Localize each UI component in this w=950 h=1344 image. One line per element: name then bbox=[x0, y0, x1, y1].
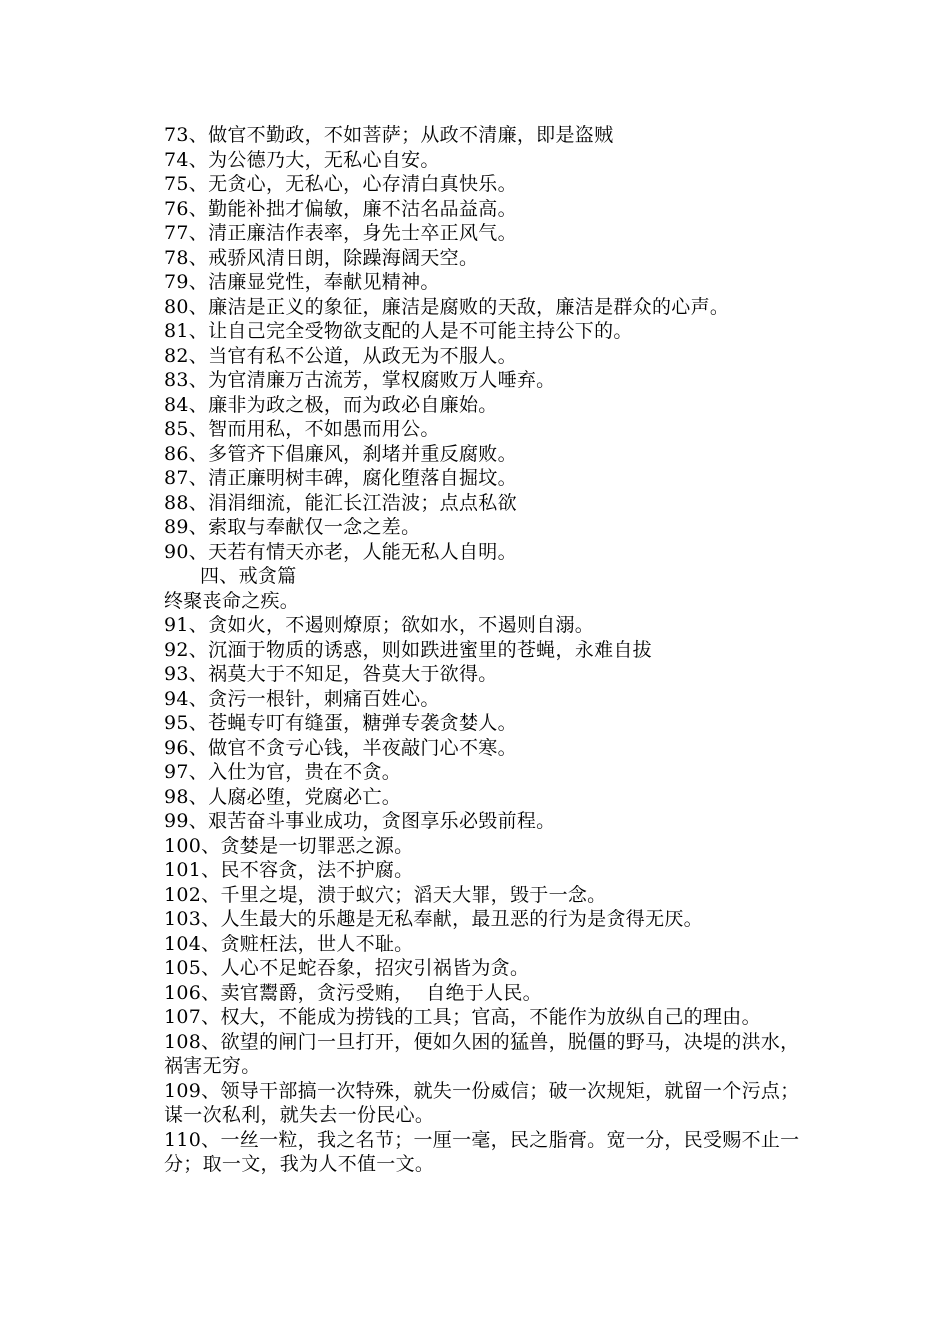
text-line: 86、多管齐下倡廉风，刹堵并重反腐败。 bbox=[164, 442, 517, 465]
text-line: 82、当官有私不公道，从政无为不服人。 bbox=[164, 344, 517, 367]
text-line: 107、权大，不能成为捞钱的工具；官高，不能作为放纵自己的理由。 bbox=[164, 1006, 761, 1028]
text-line: 105、人心不足蛇吞象，招灾引祸皆为贪。 bbox=[164, 957, 530, 979]
text-line: 103、人生最大的乐趣是无私奉献，最丑恶的行为是贪得无厌。 bbox=[164, 908, 703, 930]
text-line: 80、廉洁是正义的象征，廉洁是腐败的天敌，廉洁是群众的心声。 bbox=[164, 295, 730, 318]
text-line: 77、清正廉洁作表率，身先士卒正风气。 bbox=[164, 222, 517, 244]
text-line: 91、贪如火，不遏则燎原；欲如水，不遏则自溺。 bbox=[164, 614, 595, 636]
text-line: 78、戒骄风清日朗，除躁海阔天空。 bbox=[164, 246, 479, 269]
text-line: 75、无贪心，无私心，心存清白真快乐。 bbox=[164, 173, 517, 195]
text-line: 79、洁廉显党性，奉献见精神。 bbox=[164, 271, 440, 293]
text-line: 93、祸莫大于不知足，咎莫大于欲得。 bbox=[164, 663, 498, 685]
text-line: 85、智而用私，不如愚而用公。 bbox=[164, 418, 440, 440]
text-line: 74、为公德乃大，无私心自安。 bbox=[164, 148, 440, 171]
text-line: 89、索取与奉献仅一念之差。 bbox=[164, 516, 421, 538]
section-heading: 四、戒贪篇 bbox=[200, 565, 297, 587]
text-line: 84、廉非为政之极，而为政必自廉始。 bbox=[164, 393, 498, 416]
document-body bbox=[164, 123, 804, 1177]
text-line: 96、做官不贪亏心钱，半夜敲门心不寒。 bbox=[164, 736, 517, 759]
text-line: 92、沉湎于物质的诱惑，则如跌进蜜里的苍蝇，永难自拔 bbox=[164, 638, 652, 661]
text-line: 108、欲望的闸门一旦打开，便如久困的猛兽，脱僵的野马，决堤的洪水，祸害无穷。 bbox=[164, 1030, 800, 1077]
text-line: 87、清正廉明树丰碑，腐化堕落自掘坟。 bbox=[164, 467, 517, 489]
text-line: 终聚丧命之疾。 bbox=[164, 589, 300, 612]
text-line: 106、卖官鬻爵，贪污受贿， 自绝于人民。 bbox=[164, 981, 542, 1004]
text-line: 94、贪污一根针，刺痛百姓心。 bbox=[164, 687, 440, 710]
text-line: 110、一丝一粒，我之名节；一厘一毫，民之脂膏。宽一分，民受赐不止一分；取一文，我为人不值一文。 bbox=[164, 1128, 800, 1175]
text-line: 104、贪赃枉法，世人不耻。 bbox=[164, 932, 414, 955]
text-line: 102、千里之堤，溃于蚁穴；滔天大罪，毁于一念。 bbox=[164, 883, 607, 906]
text-line: 99、艰苦奋斗事业成功，贪图享乐必毁前程。 bbox=[164, 810, 556, 832]
text-line: 100、贪婪是一切罪恶之源。 bbox=[164, 834, 414, 857]
text-line: 97、入仕为官，贵在不贪。 bbox=[164, 761, 402, 783]
text-line: 83、为官清廉万古流芳，掌权腐败万人唾弃。 bbox=[164, 369, 556, 391]
text-line: 81、让自己完全受物欲支配的人是不可能主持公下的。 bbox=[164, 320, 633, 342]
text-line: 98、人腐必堕，党腐必亡。 bbox=[164, 785, 402, 808]
text-line: 101、民不容贪，法不护腐。 bbox=[164, 859, 414, 881]
text-line: 76、勤能补拙才偏敏，廉不沽名品益高。 bbox=[164, 197, 517, 220]
text-line: 88、涓涓细流，能汇长江浩波；点点私欲 bbox=[164, 491, 517, 514]
text-line: 73、做官不勤政，不如菩萨；从政不清廉，即是盗贼 bbox=[164, 124, 614, 146]
text-line: 109、领导干部搞一次特殊，就失一份威信；破一次规矩，就留一个污点；谋一次私利，就失去一份民心。 bbox=[164, 1079, 800, 1126]
text-line: 95、苍蝇专叮有缝蛋，糖弹专袭贪婪人。 bbox=[164, 712, 517, 734]
text-line: 90、天若有情天亦老，人能无私人自明。 bbox=[164, 540, 517, 563]
